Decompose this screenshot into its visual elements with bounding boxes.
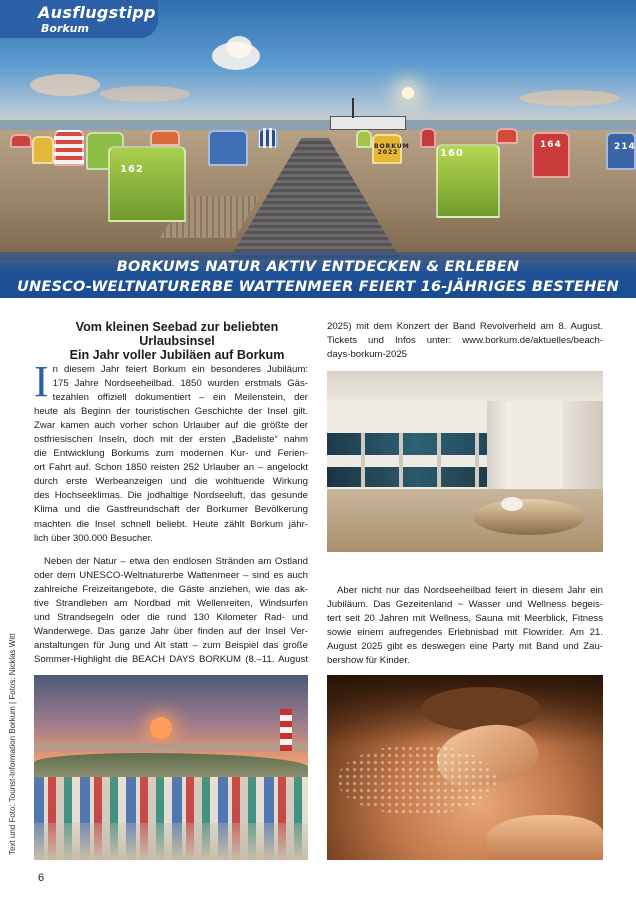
beach-chair (208, 130, 248, 166)
text-line: Aber nicht nur das Nordseeheilbad feiert in diesem Jahr ein (337, 585, 603, 596)
text-line: Jubiläum. Das Gezeitenland ~ Wasser und Wellness begeis- (327, 599, 603, 611)
text-line: die Entwicklung Borkums zum modernen Kur- und Ferien- (34, 448, 308, 460)
salt-scrub-massage-photo (327, 675, 603, 860)
beach-chair (258, 128, 278, 148)
text-line: machten die Insel schnell beliebt. Heute zählt Borkum jähr- (34, 518, 308, 530)
text-line: anstaltungen für Jung und Alt statt – zum Beispiel das große (34, 640, 308, 652)
dunes (34, 753, 308, 777)
text-line: lich über 300.000 Besucher. (34, 532, 153, 544)
beach-chair (532, 132, 570, 178)
beach-chair (54, 130, 84, 166)
text-line: 175 Jahre Nordseeheilbad. 1850 wurden erstmals Gäs- (52, 378, 308, 390)
headline-line-2: UNESCO-WELTNATURERBE WATTENMEER FEIERT 16-JÄHRIGES BESTEHEN (17, 279, 619, 295)
paragraph-4 (327, 584, 603, 668)
sand (34, 823, 308, 860)
text-line: Zwar kamen auch vorher schon Urlauber auf die größte der (34, 420, 308, 432)
cloud (520, 90, 620, 106)
beach-chair (10, 134, 32, 148)
text-line: n diesem Jahr feiert Borkum ein besonderes Jubiläum: (52, 364, 308, 375)
text-line: Tickets und Infos unter: www.borkum.de/aktuelles/beach- (327, 335, 603, 347)
text-line: Klima und die Gastfreundschaft der Borkumer Bevölkerung (34, 504, 308, 516)
subheading-line: Urlaubsinsel (139, 334, 215, 348)
cloud (30, 74, 100, 96)
subheading-line: Ein Jahr voller Jubiläen auf Borkum (69, 348, 285, 362)
text-line: days-borkum-2025 (327, 349, 407, 361)
buoy (501, 497, 523, 511)
text-line: Wanderwege. Das ganze Jahr über finden auf der Insel Ver- (34, 626, 308, 638)
head (421, 687, 541, 731)
lighthouse (280, 709, 292, 751)
cloud (100, 86, 190, 102)
photo-credit: Text und Foto: Tourist-Information Borkum | Fotos: Nicklas Witt (8, 633, 17, 855)
text-line: bershow für Kinder. (327, 655, 410, 667)
subheading-line: Vom kleinen Seebad zur beliebten (75, 320, 279, 334)
sun (150, 717, 172, 739)
cloud (226, 36, 252, 58)
section-label: Ausflugstipp (38, 3, 156, 22)
text-line: 2025) mit dem Konzert der Band Revolverheld am 8. August. (327, 321, 603, 332)
sun (402, 87, 414, 99)
text-line: ort Fahrt auf. Schon 1850 reisten 252 Urlauber an – angelockt (34, 462, 308, 474)
chair-number: 160 (440, 148, 464, 159)
paragraph-1 (34, 357, 308, 546)
horizon-sea (34, 743, 308, 751)
text-line: tert seit 20 Jahren mit Wellness, Sauna mit Meerblick, Fitness (327, 613, 603, 625)
sunset-beach-photo (34, 675, 308, 860)
boat-sculpture (473, 499, 585, 535)
text-line: zahlreiche Freizeitangebote, die Gäste anziehen, wie das ak- (34, 584, 308, 596)
location-label: Borkum (41, 22, 89, 35)
flag-pole (352, 98, 354, 118)
beach-chair (420, 128, 436, 148)
text-line: August 2025 gibt es deswegen eine Party mit Band und Zau- (327, 641, 603, 653)
paragraph-3 (327, 320, 603, 362)
text-line: heute als Beginn der touristischen Geschichte der Insel gilt. (34, 406, 308, 418)
text-line: des Hochseeklimas. Die jodhaltige Nordseeluft, das gesunde (34, 490, 308, 502)
beach-chair (150, 130, 180, 146)
text-line: oder dem UNESCO-Weltnaturerbe Wattenmeer – sind es auch (34, 570, 308, 582)
page-number: 6 (38, 872, 45, 884)
article-subheading (34, 320, 320, 362)
text-line: Neben der Natur – etwa den endlosen Stränden am Ostland (44, 556, 308, 567)
text-line: Sommer-Highlight die BEACH DAYS BORKUM (8.–11. August (34, 654, 308, 666)
second-hand (487, 815, 603, 860)
text-line: ostfriesischen Inseln, doch mit der ersten „Badeliste“ nahm (34, 434, 308, 446)
chair-label: BORKUM 2022 (374, 143, 410, 156)
beach-chair (356, 130, 372, 148)
headline-line-1: BORKUMS NATUR AKTIV ENTDECKEN & ERLEBEN (116, 259, 520, 275)
beach-hut (330, 116, 406, 130)
beach-chair (32, 136, 54, 164)
drop-cap: I (34, 357, 49, 406)
aquarium-photo (327, 371, 603, 552)
paragraph-2 (34, 555, 308, 667)
chair-number: 214 (614, 142, 636, 152)
ceiling (327, 371, 603, 401)
chair-number: 164 (540, 140, 562, 150)
text-line: tezahlen offiziell dokumentiert – ein Meilenstein, der (52, 392, 308, 404)
text-line: durch erste Werbeanzeigen und die wohltuende Wirkung (34, 476, 308, 488)
beach-chair (496, 128, 518, 144)
text-line: sowie einem aufregendes Erlebnisbad mit Flowrider. Am 21. (327, 627, 603, 639)
beach-chair-162 (108, 146, 186, 222)
text-line: tive Strandleben am Nordbad mit Wellenreiten, Windsurfen (34, 598, 308, 610)
chair-number: 162 (120, 164, 144, 175)
salt-scrub (337, 745, 497, 815)
text-line: und Strandsegeln oder die rund 130 Kilometer Rad- und (34, 612, 308, 624)
aquarium-dividers (327, 433, 507, 487)
